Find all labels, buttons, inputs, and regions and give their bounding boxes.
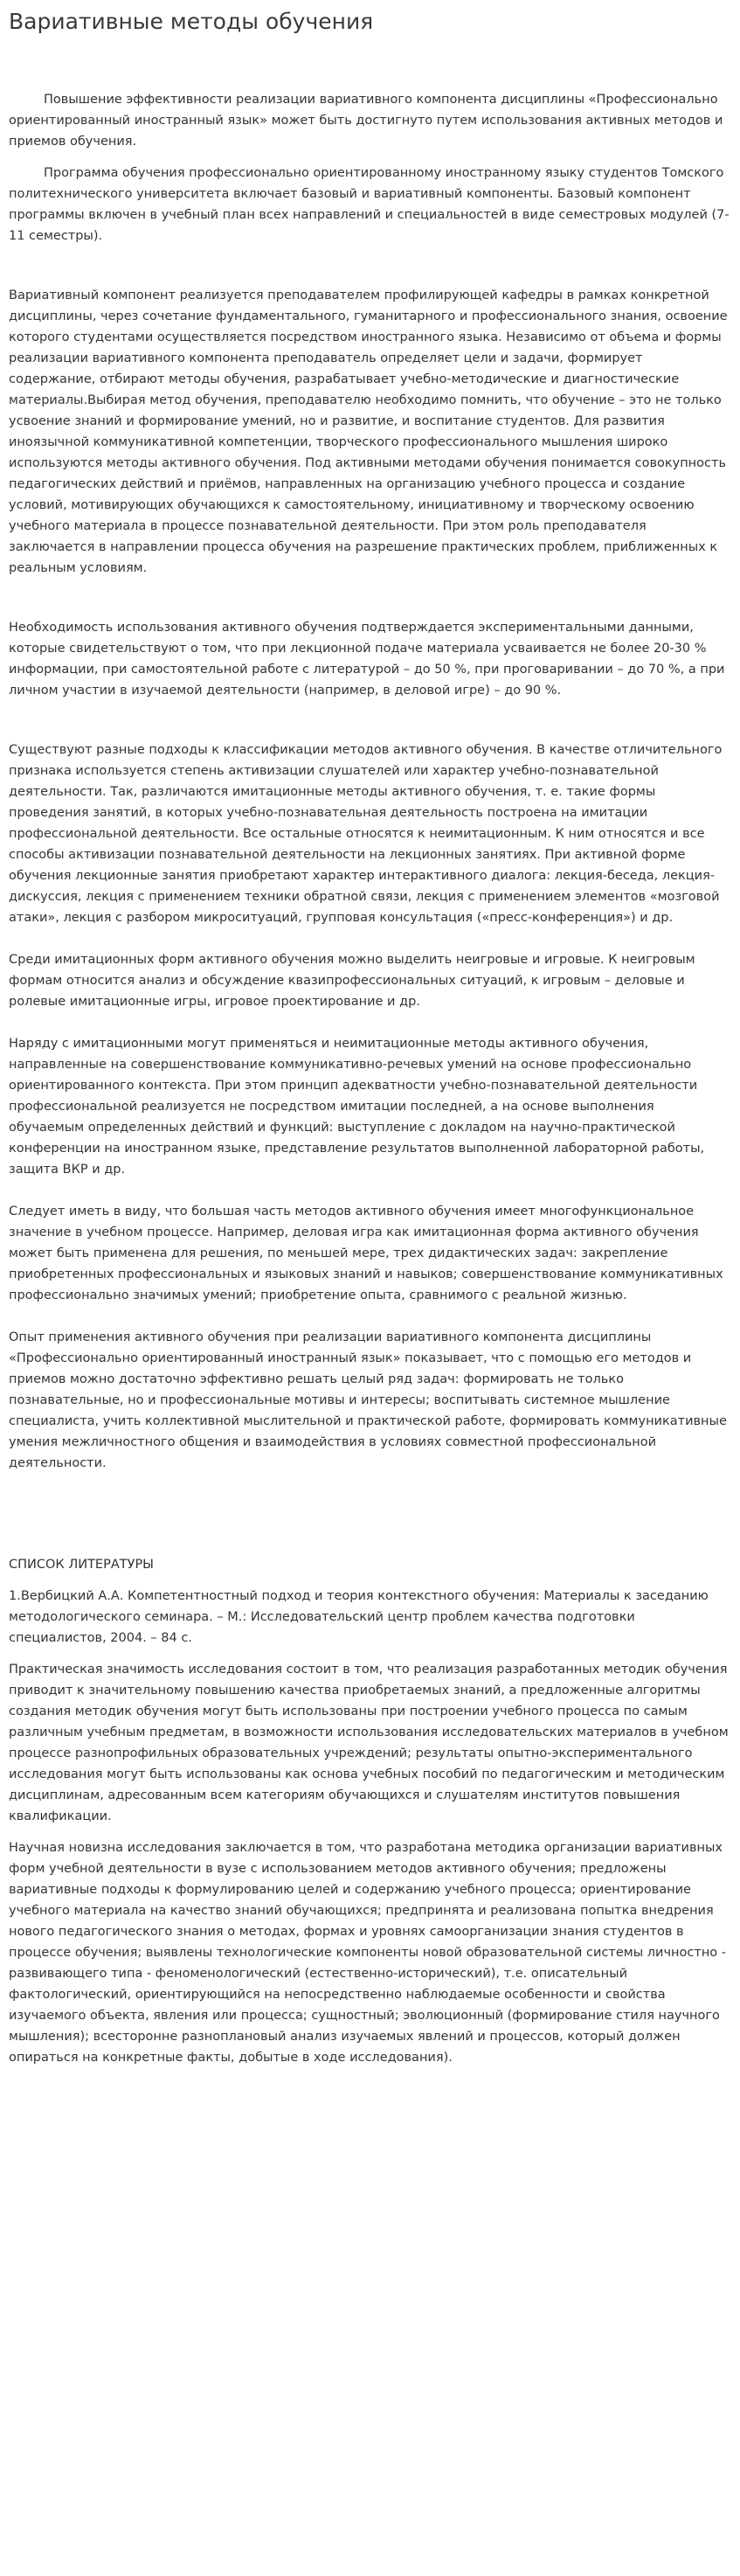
paragraph-experience: Опыт применения активного обучения при реализации вариативного компонента дисциплины «Профессионально ориентированный иностранный язык» показывает, что с помощью его методов и приемов можно достаточно эффективно решать целый ряд задач: формировать не только познавательные, но и профессиональные мотивы и интересы; воспитывать системное мышление специалиста, учить коллективной мыслительной и практической работе, формировать коммуникативные умения межличностного общения и взаимодействия в условиях совместной профессиональной деятельности. — [9, 1330, 727, 1470]
page-title: Вариативные методы обучения — [9, 9, 374, 34]
paragraph-scientific-novelty: Научная новизна исследования заключается в том, что разработана методика организации вариативных форм учебной деятельности в вузе с использованием методов активного обучения; предложены вариативные подходы к формулированию целей и содержанию учебного процесса; ориентирование учебного материала на качество знаний обучающихся; предпринята и реализована попытка внедрения нового педагогического знания о методах, формах и уровнях самоорганизации знания студентов в процессе обучения; выявлены технологические компоненты новой образовательной системы личностно - развивающего типа - феноменологический (естественно-исторический), т.е. описательный фактологический, ориентирующийся на непосредственно наблюдаемые особенности и свойства изучаемого объекта, явления или процесса; сущностный; эволюционный (формирование стиля научного мышления); всесторонне разноплановый анализ изучаемых явлений и процессов, который должен опираться на конкретные факты, добытые в ходе исследования). — [9, 1841, 727, 2065]
paragraph-necessity: Необходимость использования активного обучения подтверждается экспериментальными данными, которые свидетельствуют о том, что при лекционной подаче материала усваивается не более 20-30 % информации, при самостоятельной работе с литературой – до 50 %, при проговаривании – до 70 %, а при личном участии в изучаемой деятельности (например, в деловой игре) – до 90 %. — [9, 621, 725, 698]
paragraph-program: Программа обучения профессионально ориентированному иностранному языку студентов Томского политехнического университета включает базовый и вариативный компоненты. Базовый компонент программы включен в учебный план всех направлений и специальностей в виде семестровых модулей (7-11 семестры). — [9, 166, 730, 243]
paragraph-imitation-forms: Среди имитационных форм активного обучения можно выделить неигровые и игровые. К неигровым формам относится анализ и обсуждение квазипрофессиональных ситуаций, к игровым – деловые и ролевые имитационные игры, игровое проектирование и др. — [9, 953, 695, 1009]
paragraph-classification: Существуют разные подходы к классификации методов активного обучения. В качестве отличительного признака используется степень активизации слушателей или характер учебно-познавательной деятельности. Так, различаются имитационные методы активного обучения, т. е. такие формы проведения занятий, в которых учебно-познавательная деятельность построена на имитации профессиональной деятельности. Все остальные относятся к неимитационным. К ним относятся и все способы активизации познавательной деятельности на лекционных занятиях. При активной форме обучения лекционные занятия приобретают характер интерактивного диалога: лекция-беседа, лекция-дискуссия, лекция с применением техники обратной связи, лекция с применением элементов «мозговой атаки», лекция с разбором микроситуаций, групповая консультация («пресс-конференция») и др. — [9, 743, 723, 925]
paragraph-intro: Повышение эффективности реализации вариативного компонента дисциплины «Профессионально ориентированный иностранный язык» может быть достигнуто путем использования активных методов и приемов обучения. — [9, 93, 723, 149]
paragraph-multifunctional: Следует иметь в виду, что большая часть методов активного обучения имеет многофункциональное значение в учебном процессе. Например, деловая игра как имитационная форма активного обучения может быть применена для решения, по меньшей мере, трех дидактических задач: закрепление приобретенных профессиональных и языковых знаний и навыков; совершенствование коммуникативных профессионально значимых умений; приобретение опыта, сравнимого с реальной жизнью. — [9, 1205, 723, 1302]
article-body — [9, 89, 731, 2068]
paragraph-variative-component: Вариативный компонент реализуется преподавателем профилирующей кафедры в рамках конкретной дисциплины, через сочетание фундаментального, гуманитарного и профессионального знания, освоение которого студентами осуществляется посредством иностранного языка. Независимо от объема и формы реализации вариативного компонента преподаватель определяет цели и задачи, формирует содержание, отбирают методы обучения, разрабатывает учебно-методические и диагностические материалы.Выбирая метод обучения, преподавателю необходимо помнить, что обучение – это не только усвоение знаний и формирование умений, но и развитие, и воспитание студентов. Для развития иноязычной коммуникативной компетенции, творческого профессионального мышления широко используются методы активного обучения. Под активными методами обучения понимается совокупность педагогических действий и приёмов, направленных на организацию учебного процесса и создание условий, мотивирующих обучающихся к самостоятельному, инициативному и творческому освоению учебного материала в процессе познавательной деятельности. При этом роль преподавателя заключается в направлении процесса обучения на разрешение практических проблем, приближенных к реальным условиям. — [9, 288, 728, 575]
article — [9, 0, 731, 2068]
paragraph-non-imitation: Наряду с имитационными могут применяться и неимитационные методы активного обучения, направленные на совершенствование коммуникативно-речевых умений на основе профессионально ориентированного контекста. При этом принцип адекватности учебно-познавательной деятельности профессиональной реализуется не посредством имитации последней, а на основе выполнения обучаемым определенных действий и функций: выступление с докладом на научно-практической конференции на иностранном языке, представление результатов выполненной лабораторной работы, защита ВКР и др. — [9, 1037, 705, 1177]
references-heading: СПИСОК ЛИТЕРАТУРЫ — [9, 1558, 154, 1572]
paragraph-practical-significance: Практическая значимость исследования состоит в том, что реализация разработанных методик обучения приводит к значительному повышению качества приобретаемых знаний, а предложенные алгоритмы создания методик обучения могут быть использованы при построении учебного процесса по самым различным учебным предметам, в возможности использования исследовательских материалов в учебном процессе разнопрофильных образовательных учреждений; результаты опытно-экспериментального исследования могут быть использованы как основа учебных пособий по педагогическим и методическим дисциплинам, адресованным всем категориям обучающихся и слушателям институтов повышения квалификации. — [9, 1663, 729, 1823]
reference-item: 1.Вербицкий А.А. Компетентностный подход и теория контекстного обучения: Материалы к заседанию методологического семинара. – М.: Исследовательский центр проблем качества подготовки специалистов, 2004. – 84 с. — [9, 1589, 709, 1645]
